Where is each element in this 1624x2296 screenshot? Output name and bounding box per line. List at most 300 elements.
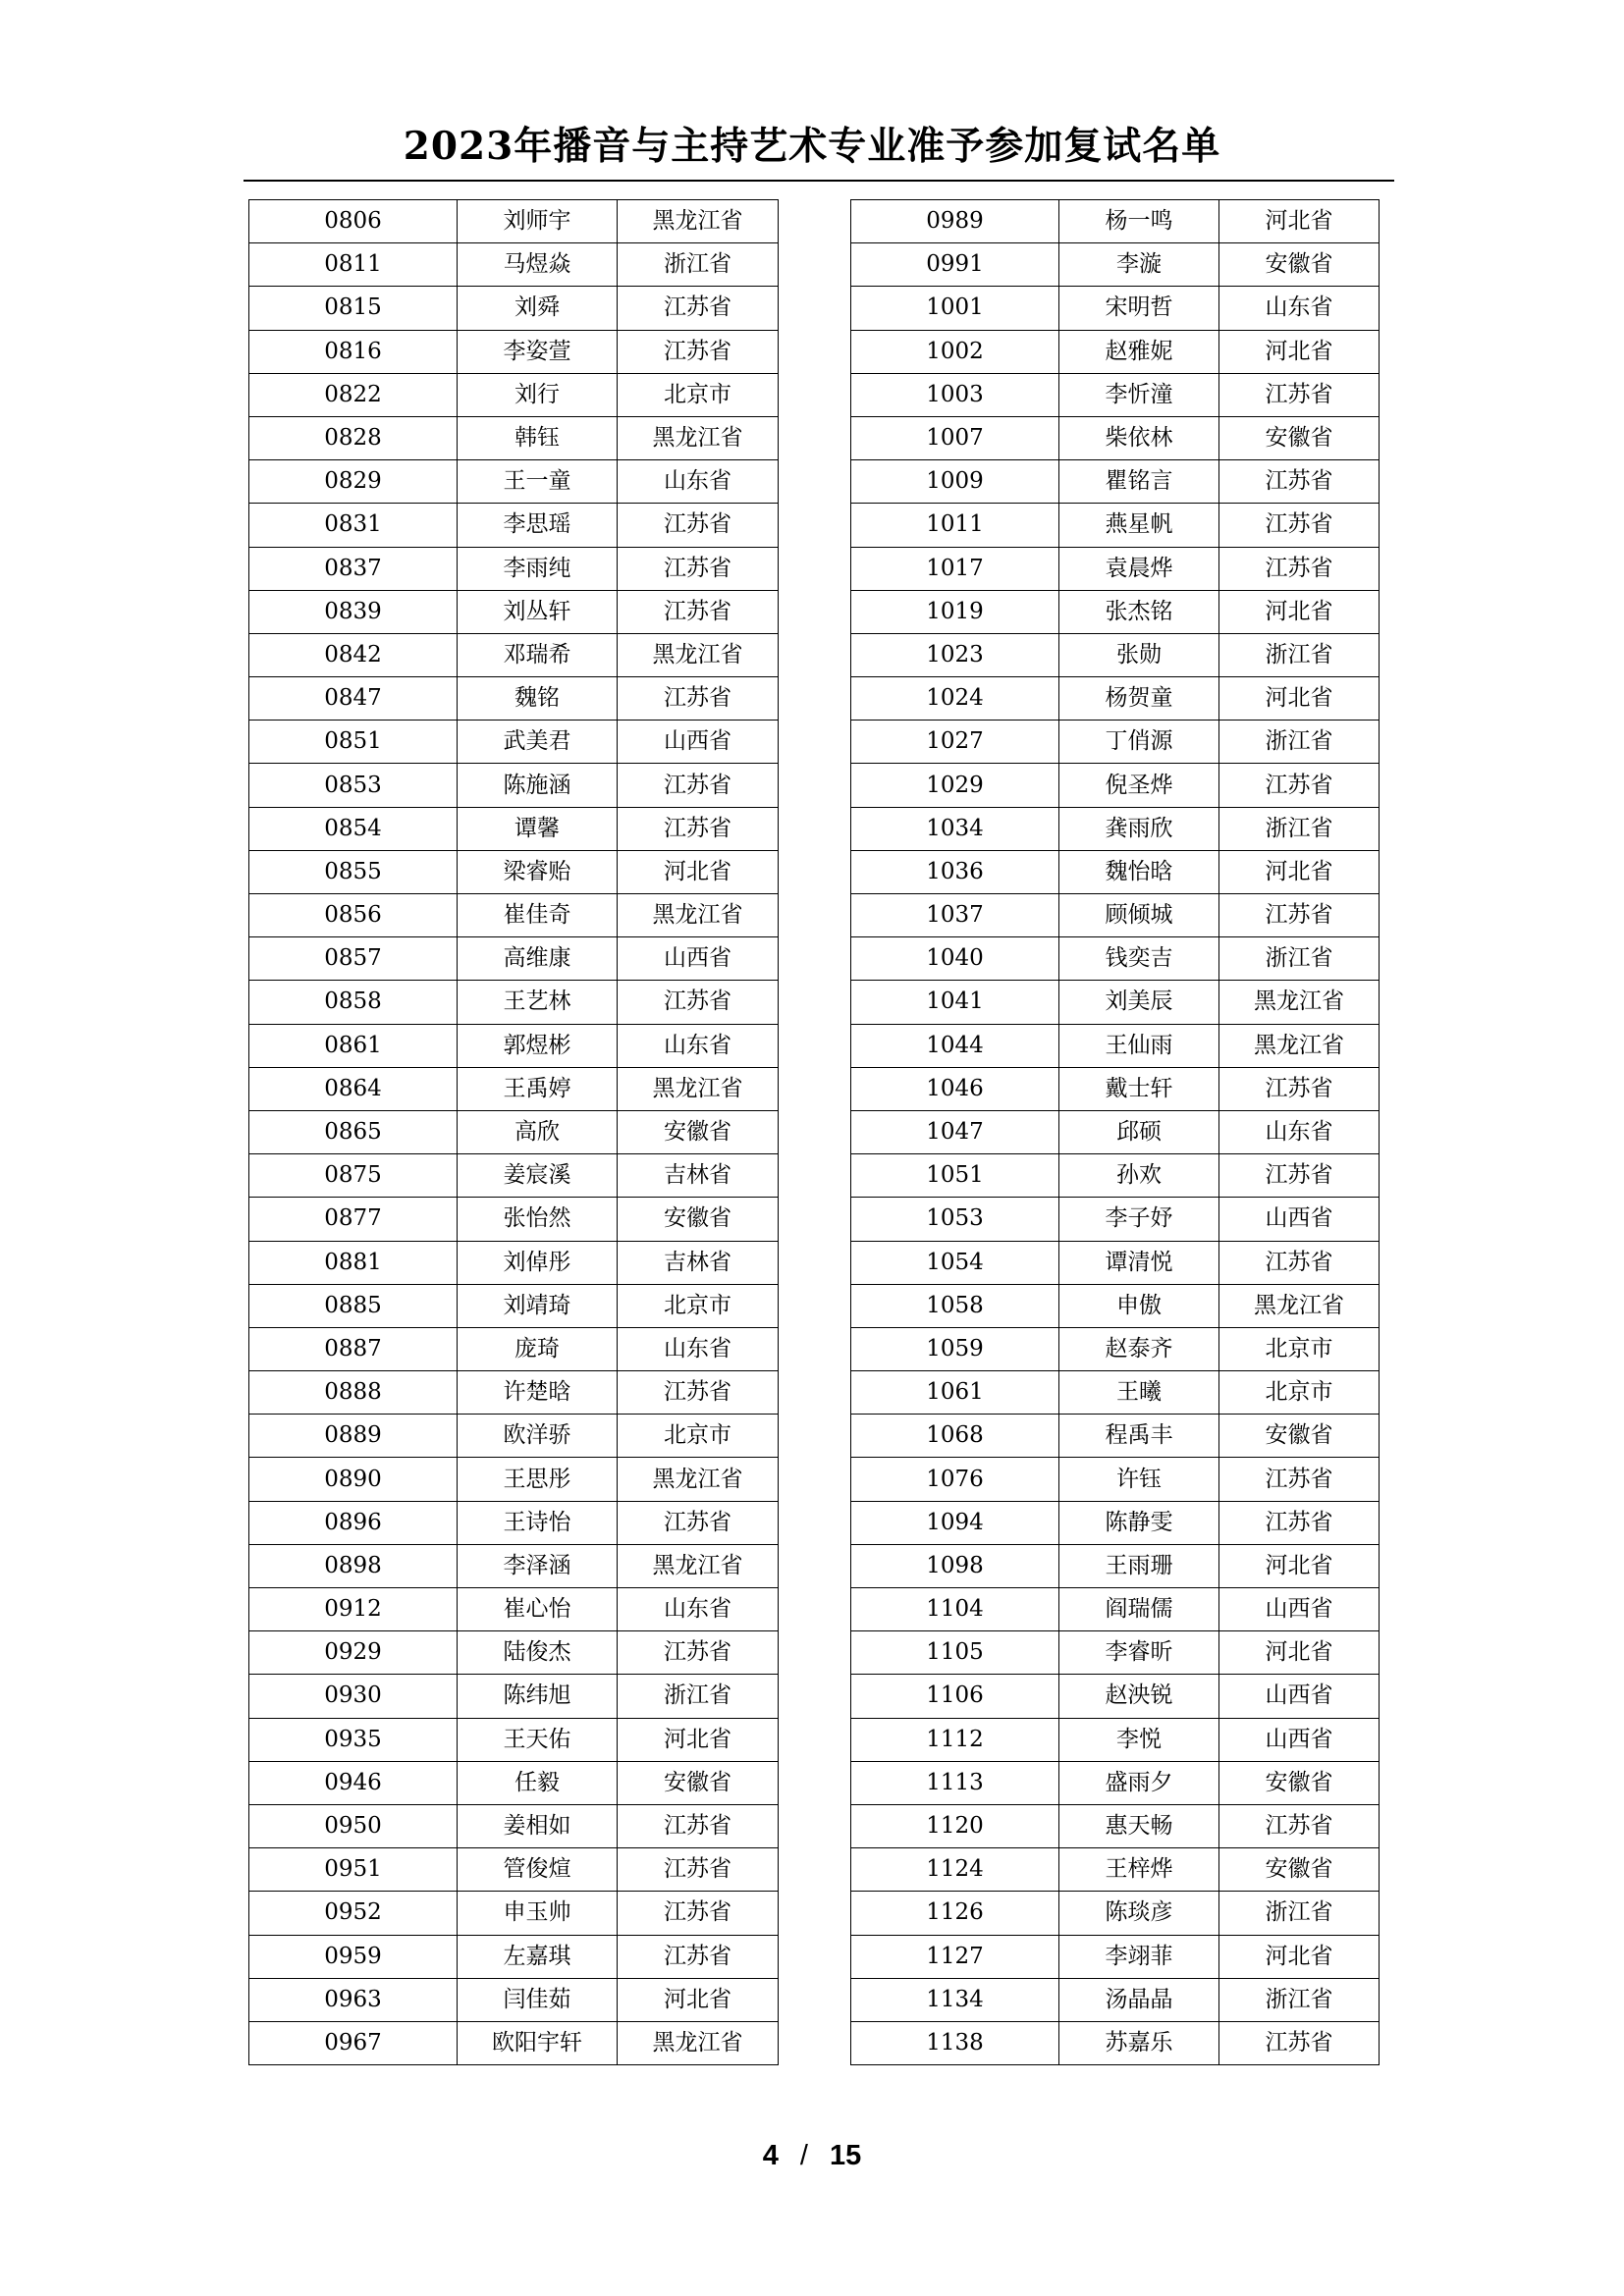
province-cell: 河北省 [1219, 677, 1380, 721]
name-cell: 赵雅妮 [1059, 330, 1219, 373]
exam-number-cell: 1019 [851, 590, 1059, 633]
table-row [249, 1848, 779, 1892]
name-cell: 申傲 [1059, 1284, 1219, 1327]
table-row [851, 937, 1380, 981]
province-cell: 浙江省 [1219, 633, 1380, 676]
name-cell: 刘丛轩 [458, 590, 618, 633]
table-row [851, 200, 1380, 243]
exam-number-cell: 0829 [249, 460, 458, 504]
province-cell: 江苏省 [1219, 764, 1380, 807]
name-cell: 杨一鸣 [1059, 200, 1219, 243]
total-page-count: 15 [829, 2140, 862, 2171]
province-cell: 江苏省 [618, 1501, 779, 1544]
province-cell: 浙江省 [1219, 807, 1380, 850]
province-cell: 安徽省 [1219, 243, 1380, 287]
name-cell: 陈施涵 [458, 764, 618, 807]
exam-number-cell: 0847 [249, 677, 458, 721]
province-cell: 江苏省 [1219, 2021, 1380, 2064]
name-cell: 梁睿贻 [458, 850, 618, 893]
name-cell: 陆俊杰 [458, 1631, 618, 1675]
table-row [249, 1154, 779, 1198]
name-cell: 李子妤 [1059, 1198, 1219, 1241]
table-row [851, 1415, 1380, 1458]
table-row [851, 894, 1380, 937]
table-row [249, 1804, 779, 1847]
table-row [249, 677, 779, 721]
table-row [249, 590, 779, 633]
name-cell: 欧洋骄 [458, 1415, 618, 1458]
exam-number-cell: 1134 [851, 1978, 1059, 2021]
table-row [851, 373, 1380, 416]
exam-number-cell: 0950 [249, 1804, 458, 1847]
name-cell: 李悦 [1059, 1718, 1219, 1761]
table-row [249, 460, 779, 504]
table-row [249, 1892, 779, 1935]
table-row [249, 373, 779, 416]
name-cell: 张杰铭 [1059, 590, 1219, 633]
exam-number-cell: 1138 [851, 2021, 1059, 2064]
table-row [249, 200, 779, 243]
province-cell: 浙江省 [1219, 721, 1380, 764]
exam-number-cell: 0951 [249, 1848, 458, 1892]
table-row [249, 1544, 779, 1587]
name-cell: 顾倾城 [1059, 894, 1219, 937]
province-cell: 山东省 [618, 1024, 779, 1067]
province-cell: 安徽省 [1219, 1415, 1380, 1458]
table-row [249, 1241, 779, 1284]
table-row [851, 1848, 1380, 1892]
name-cell: 高维康 [458, 937, 618, 981]
exam-number-cell: 0853 [249, 764, 458, 807]
exam-number-cell: 0930 [249, 1675, 458, 1718]
table-row [851, 2021, 1380, 2064]
province-cell: 河北省 [1219, 200, 1380, 243]
province-cell: 浙江省 [1219, 1978, 1380, 2021]
province-cell: 北京市 [1219, 1327, 1380, 1370]
table-row [851, 1501, 1380, 1544]
province-cell: 河北省 [618, 1718, 779, 1761]
exam-number-cell: 1046 [851, 1067, 1059, 1110]
table-row [851, 677, 1380, 721]
name-cell: 张勋 [1059, 633, 1219, 676]
name-cell: 武美君 [458, 721, 618, 764]
name-cell: 许楚晗 [458, 1371, 618, 1415]
name-cell: 刘倬彤 [458, 1241, 618, 1284]
exam-number-cell: 0929 [249, 1631, 458, 1675]
name-cell: 孙欢 [1059, 1154, 1219, 1198]
exam-number-cell: 1001 [851, 287, 1059, 330]
exam-number-cell: 0851 [249, 721, 458, 764]
exam-number-cell: 1002 [851, 330, 1059, 373]
exam-number-cell: 0855 [249, 850, 458, 893]
table-row [851, 416, 1380, 459]
province-cell: 江苏省 [618, 330, 779, 373]
province-cell: 江苏省 [1219, 1067, 1380, 1110]
name-cell: 龚雨欣 [1059, 807, 1219, 850]
table-row [249, 1024, 779, 1067]
exam-number-cell: 1003 [851, 373, 1059, 416]
name-cell: 邓瑞希 [458, 633, 618, 676]
table-row [249, 1588, 779, 1631]
exam-number-cell: 1098 [851, 1544, 1059, 1587]
table-row [249, 937, 779, 981]
name-cell: 任毅 [458, 1761, 618, 1804]
table-row [851, 287, 1380, 330]
exam-number-cell: 1037 [851, 894, 1059, 937]
name-cell: 高欣 [458, 1110, 618, 1153]
exam-number-cell: 0858 [249, 981, 458, 1024]
table-row [851, 1978, 1380, 2021]
exam-number-cell: 1124 [851, 1848, 1059, 1892]
name-cell: 魏铭 [458, 677, 618, 721]
table-row [249, 1415, 779, 1458]
exam-number-cell: 0889 [249, 1415, 458, 1458]
exam-number-cell: 0946 [249, 1761, 458, 1804]
table-row [851, 504, 1380, 547]
province-cell: 河北省 [1219, 1631, 1380, 1675]
province-cell: 江苏省 [1219, 373, 1380, 416]
table-row [851, 1371, 1380, 1415]
name-cell: 姜宸溪 [458, 1154, 618, 1198]
name-cell: 王诗怡 [458, 1501, 618, 1544]
province-cell: 江苏省 [618, 504, 779, 547]
exam-number-cell: 1104 [851, 1588, 1059, 1631]
province-cell: 黑龙江省 [618, 2021, 779, 2064]
exam-number-cell: 0831 [249, 504, 458, 547]
province-cell: 山东省 [618, 1327, 779, 1370]
province-cell: 江苏省 [618, 287, 779, 330]
name-cell: 王曦 [1059, 1371, 1219, 1415]
table-row [851, 1241, 1380, 1284]
name-cell: 盛雨夕 [1059, 1761, 1219, 1804]
province-cell: 江苏省 [618, 981, 779, 1024]
exam-number-cell: 1023 [851, 633, 1059, 676]
table-row [851, 1892, 1380, 1935]
name-cell: 欧阳宇轩 [458, 2021, 618, 2064]
exam-number-cell: 0816 [249, 330, 458, 373]
exam-number-cell: 0896 [249, 1501, 458, 1544]
province-cell: 江苏省 [618, 590, 779, 633]
name-cell: 李忻潼 [1059, 373, 1219, 416]
province-cell: 江苏省 [1219, 1241, 1380, 1284]
name-cell: 李姿萱 [458, 330, 618, 373]
table-row [851, 547, 1380, 590]
province-cell: 浙江省 [1219, 937, 1380, 981]
name-cell: 王思彤 [458, 1458, 618, 1501]
exam-number-cell: 0865 [249, 1110, 458, 1153]
exam-number-cell: 1027 [851, 721, 1059, 764]
table-row [851, 1458, 1380, 1501]
exam-number-cell: 1127 [851, 1935, 1059, 1978]
title-underline [244, 180, 1394, 182]
name-cell: 闫佳茹 [458, 1978, 618, 2021]
exam-number-cell: 0989 [851, 200, 1059, 243]
exam-number-cell: 0857 [249, 937, 458, 981]
name-cell: 燕星帆 [1059, 504, 1219, 547]
page-indicator [0, 2140, 1624, 2172]
table-row [249, 1675, 779, 1718]
table-row [851, 1198, 1380, 1241]
name-cell: 崔心怡 [458, 1588, 618, 1631]
name-cell: 刘美辰 [1059, 981, 1219, 1024]
province-cell: 山西省 [1219, 1198, 1380, 1241]
province-cell: 河北省 [1219, 1544, 1380, 1587]
province-cell: 河北省 [1219, 1935, 1380, 1978]
exam-number-cell: 1044 [851, 1024, 1059, 1067]
exam-number-cell: 0898 [249, 1544, 458, 1587]
exam-number-cell: 0888 [249, 1371, 458, 1415]
province-cell: 安徽省 [618, 1761, 779, 1804]
name-cell: 王禹婷 [458, 1067, 618, 1110]
province-cell: 山西省 [618, 721, 779, 764]
exam-number-cell: 0963 [249, 1978, 458, 2021]
table-row [249, 1935, 779, 1978]
table-row [249, 1110, 779, 1153]
name-cell: 李泽涵 [458, 1544, 618, 1587]
table-row [851, 1718, 1380, 1761]
province-cell: 黑龙江省 [1219, 1284, 1380, 1327]
province-cell: 安徽省 [1219, 1761, 1380, 1804]
table-row [851, 590, 1380, 633]
table-row [249, 287, 779, 330]
exam-number-cell: 0822 [249, 373, 458, 416]
province-cell: 北京市 [618, 1284, 779, 1327]
exam-number-cell: 1041 [851, 981, 1059, 1024]
exam-number-cell: 0890 [249, 1458, 458, 1501]
province-cell: 安徽省 [618, 1198, 779, 1241]
right-roster-table [850, 199, 1380, 2065]
exam-number-cell: 1040 [851, 937, 1059, 981]
province-cell: 江苏省 [618, 1371, 779, 1415]
province-cell: 江苏省 [1219, 460, 1380, 504]
name-cell: 管俊煊 [458, 1848, 618, 1892]
province-cell: 江苏省 [1219, 504, 1380, 547]
name-cell: 王雨珊 [1059, 1544, 1219, 1587]
name-cell: 许钰 [1059, 1458, 1219, 1501]
table-row [249, 1458, 779, 1501]
province-cell: 河北省 [618, 1978, 779, 2021]
province-cell: 江苏省 [1219, 1501, 1380, 1544]
name-cell: 王梓烨 [1059, 1848, 1219, 1892]
exam-number-cell: 1053 [851, 1198, 1059, 1241]
province-cell: 黑龙江省 [618, 200, 779, 243]
table-row [851, 1675, 1380, 1718]
table-row [249, 547, 779, 590]
table-row [249, 1501, 779, 1544]
exam-number-cell: 1059 [851, 1327, 1059, 1370]
exam-number-cell: 1054 [851, 1241, 1059, 1284]
province-cell: 江苏省 [618, 1892, 779, 1935]
table-row [851, 807, 1380, 850]
province-cell: 江苏省 [1219, 1804, 1380, 1847]
exam-number-cell: 0806 [249, 200, 458, 243]
table-row [249, 764, 779, 807]
name-cell: 马煜焱 [458, 243, 618, 287]
province-cell: 黑龙江省 [618, 1458, 779, 1501]
table-row [851, 633, 1380, 676]
exam-number-cell: 1011 [851, 504, 1059, 547]
province-cell: 河北省 [618, 850, 779, 893]
table-row [851, 1024, 1380, 1067]
page-separator: / [799, 2140, 808, 2171]
exam-number-cell: 0877 [249, 1198, 458, 1241]
exam-number-cell: 1068 [851, 1415, 1059, 1458]
exam-number-cell: 1120 [851, 1804, 1059, 1847]
table-row [249, 504, 779, 547]
name-cell: 陈静雯 [1059, 1501, 1219, 1544]
table-row [851, 1631, 1380, 1675]
name-cell: 郭煜彬 [458, 1024, 618, 1067]
table-row [851, 1588, 1380, 1631]
province-cell: 黑龙江省 [618, 633, 779, 676]
province-cell: 河北省 [1219, 590, 1380, 633]
name-cell: 李雨纯 [458, 547, 618, 590]
province-cell: 山东省 [1219, 287, 1380, 330]
name-cell: 赵泰齐 [1059, 1327, 1219, 1370]
exam-number-cell: 0881 [249, 1241, 458, 1284]
exam-number-cell: 0828 [249, 416, 458, 459]
table-row [851, 460, 1380, 504]
table-row [249, 981, 779, 1024]
name-cell: 王艺林 [458, 981, 618, 1024]
name-cell: 韩钰 [458, 416, 618, 459]
name-cell: 谭馨 [458, 807, 618, 850]
name-cell: 丁俏源 [1059, 721, 1219, 764]
exam-number-cell: 1009 [851, 460, 1059, 504]
table-row [249, 1718, 779, 1761]
table-row [249, 2021, 779, 2064]
province-cell: 江苏省 [1219, 1154, 1380, 1198]
province-cell: 江苏省 [618, 547, 779, 590]
name-cell: 姜相如 [458, 1804, 618, 1847]
province-cell: 江苏省 [618, 1631, 779, 1675]
province-cell: 吉林省 [618, 1241, 779, 1284]
name-cell: 惠天畅 [1059, 1804, 1219, 1847]
province-cell: 山东省 [618, 1588, 779, 1631]
exam-number-cell: 1126 [851, 1892, 1059, 1935]
name-cell: 崔佳奇 [458, 894, 618, 937]
name-cell: 钱奕吉 [1059, 937, 1219, 981]
province-cell: 山西省 [1219, 1718, 1380, 1761]
table-row [249, 633, 779, 676]
exam-number-cell: 1029 [851, 764, 1059, 807]
exam-number-cell: 1024 [851, 677, 1059, 721]
exam-number-cell: 1007 [851, 416, 1059, 459]
province-cell: 江苏省 [618, 1804, 779, 1847]
table-row [851, 981, 1380, 1024]
table-row [249, 850, 779, 893]
exam-number-cell: 1061 [851, 1371, 1059, 1415]
province-cell: 黑龙江省 [618, 894, 779, 937]
table-row [851, 243, 1380, 287]
table-row [851, 1804, 1380, 1847]
exam-number-cell: 0854 [249, 807, 458, 850]
table-row [851, 1935, 1380, 1978]
province-cell: 北京市 [618, 373, 779, 416]
exam-number-cell: 0952 [249, 1892, 458, 1935]
name-cell: 李思瑶 [458, 504, 618, 547]
table-row [249, 1631, 779, 1675]
province-cell: 山东省 [1219, 1110, 1380, 1153]
name-cell: 李漩 [1059, 243, 1219, 287]
province-cell: 安徽省 [618, 1110, 779, 1153]
name-cell: 戴士轩 [1059, 1067, 1219, 1110]
exam-number-cell: 1076 [851, 1458, 1059, 1501]
exam-number-cell: 0864 [249, 1067, 458, 1110]
table-row [851, 721, 1380, 764]
table-row [249, 1198, 779, 1241]
table-row [851, 1544, 1380, 1587]
table-row [851, 1327, 1380, 1370]
current-page-number: 4 [762, 2140, 779, 2171]
province-cell: 安徽省 [1219, 416, 1380, 459]
province-cell: 山东省 [618, 460, 779, 504]
exam-number-cell: 1017 [851, 547, 1059, 590]
name-cell: 刘靖琦 [458, 1284, 618, 1327]
exam-number-cell: 0837 [249, 547, 458, 590]
table-row [249, 1327, 779, 1370]
name-cell: 王天佑 [458, 1718, 618, 1761]
province-cell: 浙江省 [1219, 1892, 1380, 1935]
exam-number-cell: 0991 [851, 243, 1059, 287]
province-cell: 浙江省 [618, 243, 779, 287]
table-row [249, 1067, 779, 1110]
table-row [851, 1761, 1380, 1804]
exam-number-cell: 1105 [851, 1631, 1059, 1675]
table-row [249, 416, 779, 459]
name-cell: 程禹丰 [1059, 1415, 1219, 1458]
exam-number-cell: 1094 [851, 1501, 1059, 1544]
province-cell: 江苏省 [618, 677, 779, 721]
table-row [249, 243, 779, 287]
table-row [249, 894, 779, 937]
name-cell: 刘师宇 [458, 200, 618, 243]
name-cell: 王仙雨 [1059, 1024, 1219, 1067]
name-cell: 柴依林 [1059, 416, 1219, 459]
name-cell: 李翊菲 [1059, 1935, 1219, 1978]
province-cell: 江苏省 [618, 764, 779, 807]
table-row [249, 1761, 779, 1804]
exam-number-cell: 0887 [249, 1327, 458, 1370]
table-row [851, 1110, 1380, 1153]
table-row [249, 1978, 779, 2021]
table-row [851, 1067, 1380, 1110]
exam-number-cell: 0842 [249, 633, 458, 676]
province-cell: 黑龙江省 [1219, 1024, 1380, 1067]
province-cell: 江苏省 [1219, 547, 1380, 590]
province-cell: 黑龙江省 [618, 1544, 779, 1587]
name-cell: 汤晶晶 [1059, 1978, 1219, 2021]
name-cell: 王一童 [458, 460, 618, 504]
table-row [851, 764, 1380, 807]
name-cell: 陈纬旭 [458, 1675, 618, 1718]
name-cell: 李睿昕 [1059, 1631, 1219, 1675]
province-cell: 安徽省 [1219, 1848, 1380, 1892]
province-cell: 江苏省 [618, 807, 779, 850]
left-roster-table [248, 199, 779, 2065]
province-cell: 北京市 [618, 1415, 779, 1458]
table-row [249, 1371, 779, 1415]
exam-number-cell: 0861 [249, 1024, 458, 1067]
exam-number-cell: 1113 [851, 1761, 1059, 1804]
table-row [851, 330, 1380, 373]
name-cell: 陈琰彦 [1059, 1892, 1219, 1935]
name-cell: 瞿铭言 [1059, 460, 1219, 504]
province-cell: 河北省 [1219, 330, 1380, 373]
table-row [851, 850, 1380, 893]
name-cell: 苏嘉乐 [1059, 2021, 1219, 2064]
exam-number-cell: 1034 [851, 807, 1059, 850]
